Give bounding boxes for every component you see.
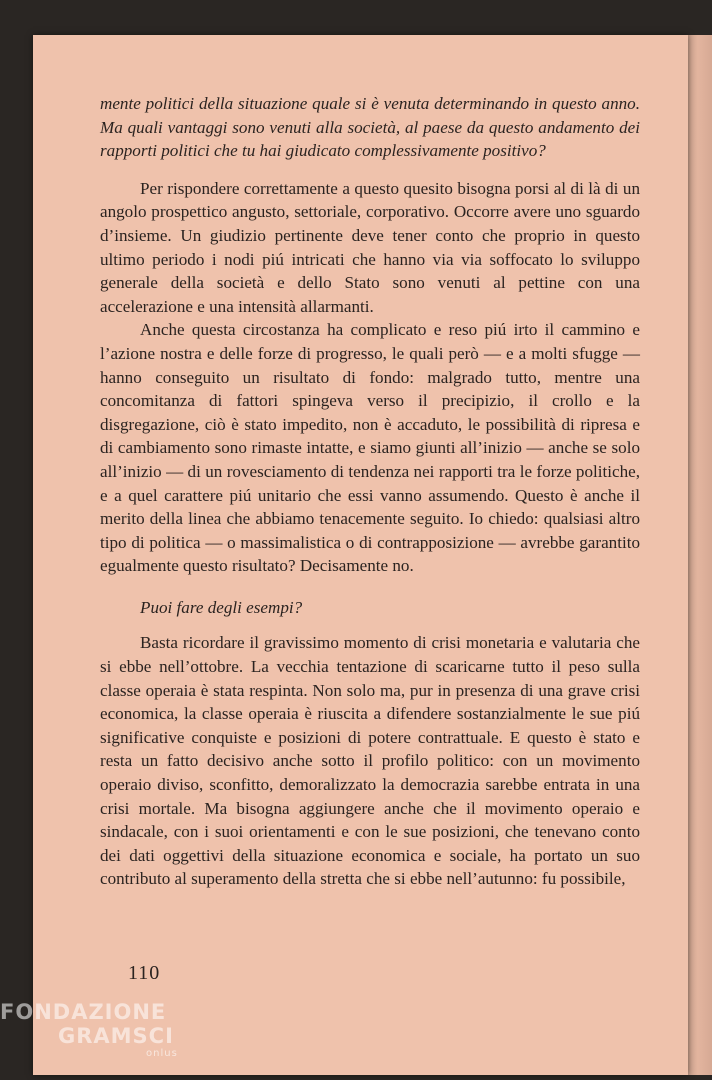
watermark-logo	[0, 1000, 178, 1060]
page-edge	[688, 35, 712, 1075]
answer-paragraph: Per rispondere correttamente a questo quesito bisogna porsi al di là di un angolo prospettico angusto, settoriale, corporativo. Occorre avere uno sguardo d’insieme. Un giudizio pertinente deve tener conto che proprio in questo ultimo periodo i nodi piú intricati che hanno via via soffocato lo sviluppo generale della società e dello Stato sono venuti al pettine con una accelerazione e una intensità allarmanti.	[100, 178, 640, 316]
interview-question: mente politici della situazione quale si è venuta determinando in questo anno. Ma quali vantaggi sono venuti alla società, al paese da questo andamento dei rapporti politici che tu hai giudicato complessivamente positivo?	[100, 94, 640, 161]
interview-question: Puoi fare degli esempi?	[140, 597, 303, 617]
answer-paragraph: Basta ricordare il gravissimo momento di crisi monetaria e valutaria che si ebbe nell’ottobre. La vecchia tentazione di scaricarne tutto il peso sulla classe operaia è stata respinta. Non solo ma, pur in presenza di una grave crisi economica, la classe operaia è riuscita a difendere sostanzialmente le sue piú significative conquiste e posizioni di potere contrattuale. E questo è stato e resta un fatto decisivo anche sotto il profilo politico: con un movimento operaio diviso, sconfitto, demoralizzato la democrazia sarebbe entrata in una crisi mortale. Ma bisogna aggiungere anche che il movimento operaio e sindacale, con i suoi orientamenti e con le sue posizioni, che tenevano conto dei dati oggettivi della situazione economica e sociale, ha portato un suo contributo al superamento della stretta che si ebbe nell’autunno: fu possibile,	[100, 633, 640, 889]
watermark-line: GRAMSCI	[58, 1024, 174, 1048]
watermark-line: onlus	[146, 1048, 178, 1059]
answer-paragraph: Anche questa circostanza ha complicato e reso piú irto il cammino e l’azione nostra e delle forze di progresso, le quali però — e a molti sfugge — hanno conseguito un risultato di fondo: malgrado tutto, mentre una concomitanza di fattori spingeva verso il precipizio, il crollo e la disgregazione, ciò è stato impedito, non è accaduto, le possibilità di ripresa e di cambiamento sono rimaste intatte, e siamo giunti all’inizio — anche se solo all’inizio — di un rovesciamento di tendenza nei rapporti tra le forze politiche, e a quel carattere piú unitario che essi vanno assumendo. Questo è anche il merito della linea che abbiamo tenacemente seguito. Io chiedo: qualsiasi altro tipo di politica — o massimalistica o di contrapposizione — avrebbe garantito egualmente questo risultato? Decisamente no.	[100, 320, 640, 576]
watermark-line: FONDAZIONE	[0, 1000, 167, 1024]
text-block	[100, 92, 640, 891]
page-number: 110	[128, 962, 161, 984]
